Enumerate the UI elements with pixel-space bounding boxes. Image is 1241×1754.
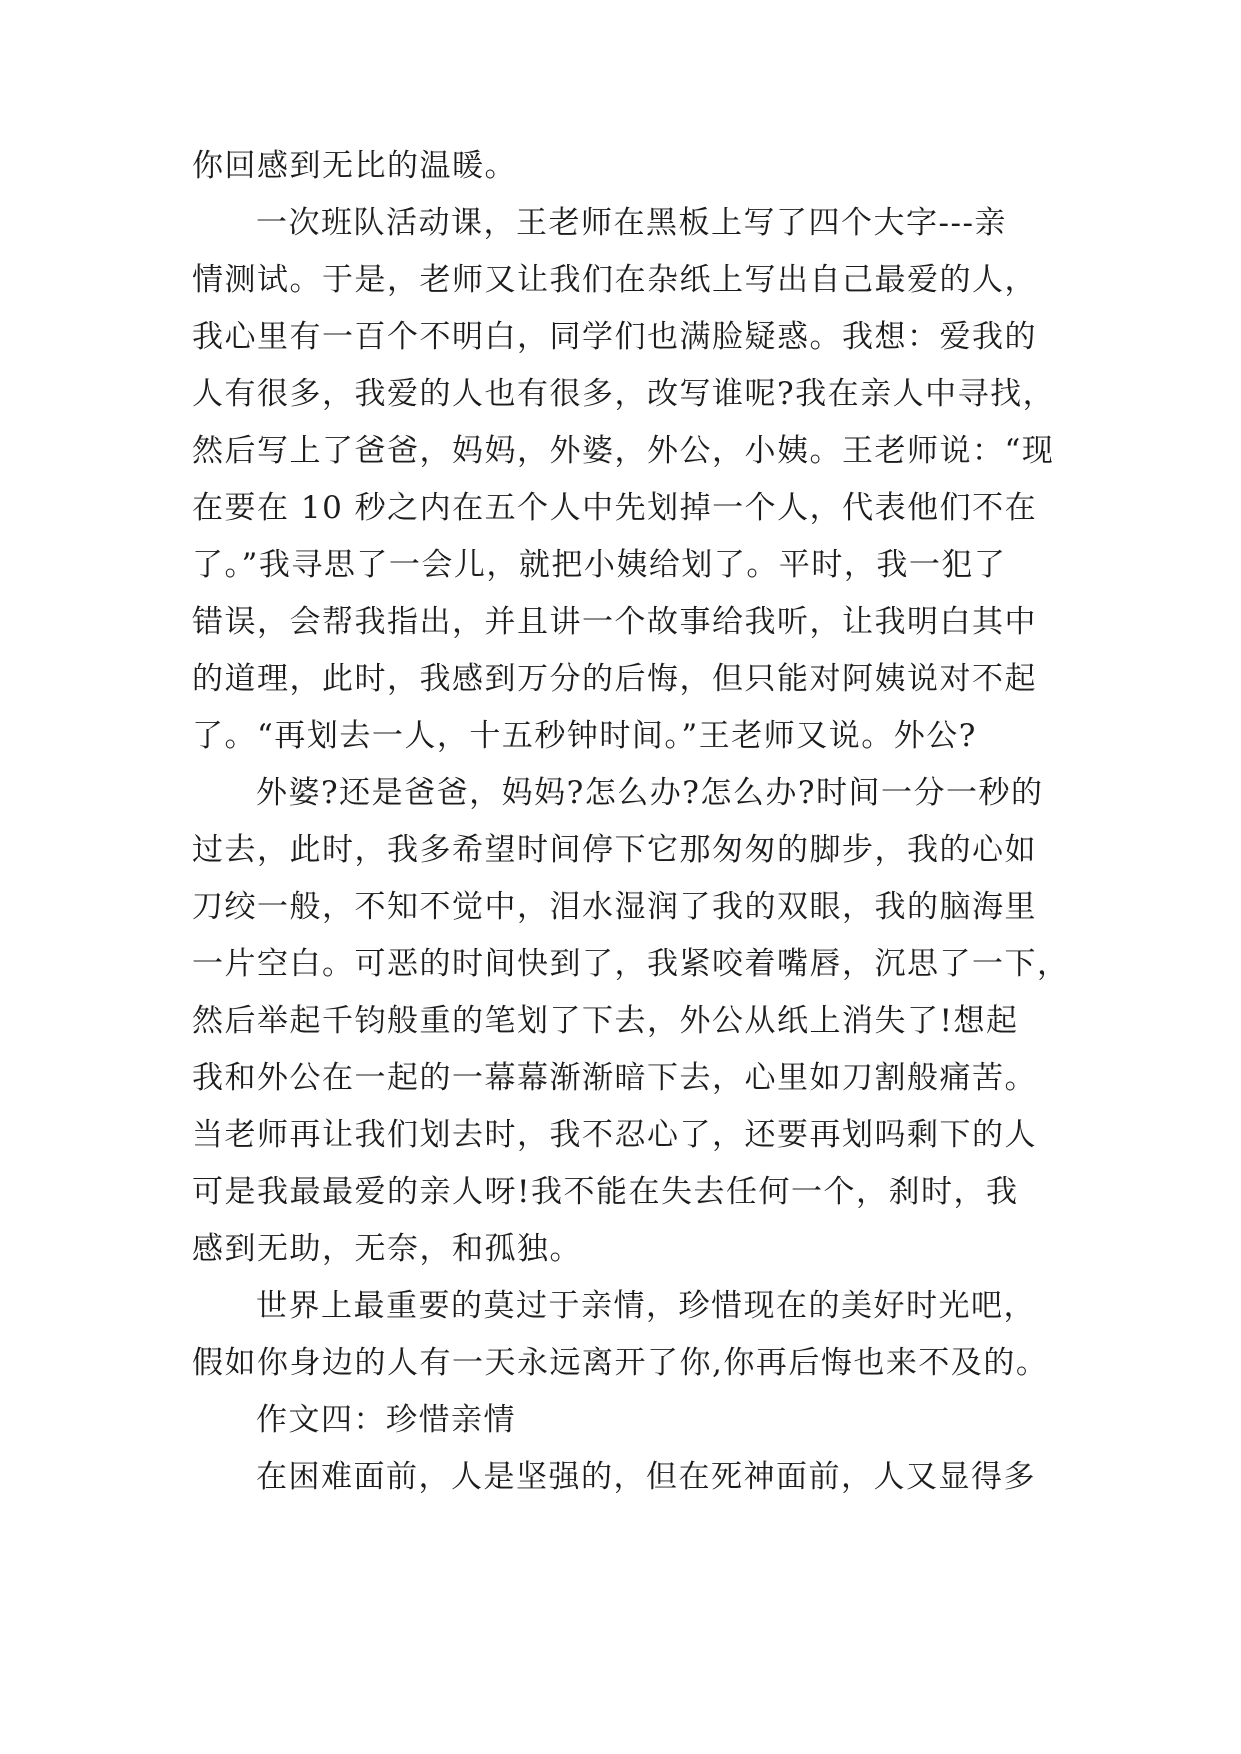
text-line: 一片空白。可恶的时间快到了，我紧咬着嘴唇，沉思了一下， [192, 946, 1070, 982]
text-line: 感到无助，无奈，和孤独。 [192, 1231, 582, 1267]
text-line: 错误，会帮我指出，并且讲一个故事给我听，让我明白其中 [192, 604, 1037, 640]
text-line: 过去，此时，我多希望时间停下它那匆匆的脚步，我的心如 [192, 832, 1037, 868]
text-line: 然后举起千钧般重的笔划了下去，外公从纸上消失了!想起 [192, 1003, 1019, 1039]
paragraph-start-line: 外婆?还是爸爸，妈妈?怎么办?怎么办?时间一分一秒的 [256, 775, 1044, 811]
text-line: 在要在 10 秒之内在五个人中先划掉一个人，代表他们不在 [192, 490, 1038, 526]
text-line: 刀绞一般，不知不觉中，泪水湿润了我的双眼，我的脑海里 [192, 889, 1037, 925]
paragraph-start-line: 世界上最重要的莫过于亲情，珍惜现在的美好时光吧， [256, 1288, 1036, 1324]
text-line: 了。“再划去一人，十五秒钟时间。”王老师又说。外公? [192, 718, 977, 754]
text-line: 的道理，此时，我感到万分的后悔，但只能对阿姨说对不起 [192, 661, 1037, 697]
text-line: 我和外公在一起的一幕幕渐渐暗下去，心里如刀割般痛苦。 [192, 1060, 1037, 1096]
text-line: 假如你身边的人有一天永远离开了你,你再后悔也来不及的。 [192, 1345, 1049, 1381]
text-line: 人有很多，我爱的人也有很多，改写谁呢?我在亲人中寻找， [192, 376, 1056, 412]
paragraph-start-line: 在困难面前，人是坚强的，但在死神面前，人又显得多 [256, 1459, 1036, 1495]
text-line: 我心里有一百个不明白，同学们也满脸疑惑。我想：爱我的 [192, 319, 1037, 355]
paragraph-start-line: 一次班队活动课，王老师在黑板上写了四个大字---亲 [256, 205, 1007, 241]
text-line: 可是我最最爱的亲人呀!我不能在失去任何一个，刹时，我 [192, 1174, 1019, 1210]
text-line: 情测试。于是，老师又让我们在杂纸上写出自己最爱的人， [192, 262, 1037, 298]
text-line: 了。”我寻思了一会儿，就把小姨给划了。平时，我一犯了 [192, 547, 1007, 583]
text-line: 然后写上了爸爸，妈妈，外婆，外公，小姨。王老师说：“现 [192, 433, 1055, 469]
text-line: 你回感到无比的温暖。 [192, 148, 517, 184]
essay-heading: 作文四：珍惜亲情 [256, 1402, 516, 1438]
text-line: 当老师再让我们划去时，我不忍心了，还要再划吗剩下的人 [192, 1117, 1037, 1153]
